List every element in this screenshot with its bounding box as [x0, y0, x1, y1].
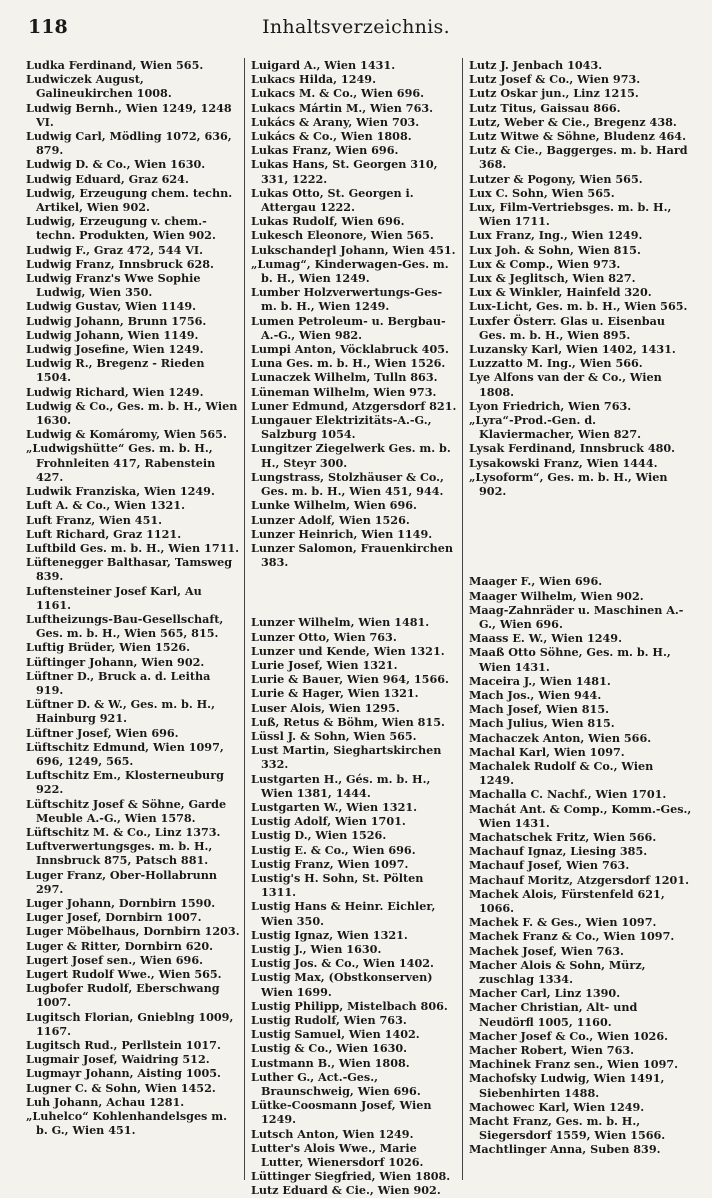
index-entry: Machauf Moritz, Atzgersdorf 1201.	[469, 872, 690, 887]
index-entry: Lysakowski Franz, Wien 1444.	[469, 455, 658, 470]
section-gap	[469, 514, 692, 528]
index-entry: Lukacs Hilda, 1249.	[251, 72, 376, 87]
index-entry: Ludwig Eduard, Graz 624.	[26, 171, 189, 186]
index-entry: Lunzer Wilhelm, Wien 1481.	[251, 615, 430, 630]
index-entry: Lugitsch Florian, Gnieblng 1009, 1167.	[26, 1009, 234, 1038]
index-entry: Ludwig Johann, Brunn 1756.	[26, 313, 207, 328]
index-entry: Luft A. & Co., Wien 1321.	[26, 498, 185, 513]
index-entry: Ludwig Johann, Wien 1149.	[26, 327, 199, 342]
index-entry: Ludwig Richard, Wien 1249.	[26, 384, 204, 399]
index-entry: Lutz & Cie., Baggerges. m. b. Hard 368.	[469, 143, 688, 172]
index-entry: Lye Alfons van der & Co., Wien 1808.	[469, 370, 662, 399]
index-entry: Lux & Jeglitsch, Wien 827.	[469, 271, 636, 286]
index-entry: Lukas Franz, Wien 696.	[251, 143, 399, 158]
index-entry: Maaß Otto Söhne, Ges. m. b. H., Wien 1431.	[469, 645, 671, 674]
index-entry: Ludwig D. & Co., Wien 1630.	[26, 157, 206, 172]
index-entry: Machalek Rudolf & Co., Wien 1249.	[469, 758, 654, 788]
index-entry: Macher Alois & Sohn, Mürz, zuschlag 1334.	[469, 957, 646, 986]
index-entry: Lux & Comp., Wien 973.	[469, 256, 621, 271]
index-entry: „Lumag“, Kinderwagen-Ges. m. b. H., Wien 1249.	[251, 256, 449, 286]
index-entry: Ludwig Bernh., Wien 1249, 1248 VI.	[26, 100, 232, 129]
index-entry: Machauf Ignaz, Liesing 385.	[469, 844, 648, 859]
index-entry: Lustig E. & Co., Wien 696.	[251, 842, 416, 857]
index-entry: Lüftschitz M. & Co., Linz 1373.	[26, 824, 221, 839]
index-entry: Lüftenegger Balthasar, Tamsweg 839.	[26, 555, 233, 584]
index-entry: Machek Franz & Co., Wien 1097.	[469, 929, 675, 944]
index-entry: Lustmann B., Wien 1808.	[251, 1055, 410, 1070]
index-entry: Machát Ant. & Comp., Komm.-Ges., Wien 1431.	[469, 801, 692, 830]
index-entry: Lux C. Sohn, Wien 565.	[469, 185, 615, 200]
index-entry: Maager Wilhelm, Wien 902.	[469, 588, 644, 603]
index-entry: Lukschandeɼl Johann, Wien 451.	[251, 242, 456, 257]
index-columns	[24, 58, 696, 1198]
index-entry: Lunke Wilhelm, Wien 696.	[251, 498, 417, 513]
index-entry: Mach Jos., Wien 944.	[469, 687, 602, 702]
index-entry: Lutter's Alois Wwe., Marie Lutter, Wienersdorf 1026.	[251, 1140, 424, 1170]
index-entry: Lungauer Elektrizitäts-A.-G., Salzburg 1054.	[251, 413, 432, 442]
index-entry: Lutz Titus, Gaissau 866.	[469, 100, 621, 115]
index-entry: Lugert Rudolf Wwe., Wien 565.	[26, 967, 222, 981]
index-entry: Lyon Friedrich, Wien 763.	[469, 398, 632, 413]
index-entry: Ludwig Josefine, Wien 1249.	[26, 342, 204, 357]
index-entry: Ludwig Gustav, Wien 1149.	[26, 299, 196, 314]
index-entry: Luftverwertungsges. m. b. H., Innsbruck 875, Patsch 881.	[26, 839, 213, 868]
index-entry: Lunzer Otto, Wien 763.	[251, 629, 397, 644]
index-entry: Machek Alois, Fürstenfeld 621, 1066.	[469, 886, 665, 915]
index-entry: Macher Christian, Alt- und Neudörfl 1005, 1160.	[469, 1000, 638, 1029]
index-entry: Lugmair Josef, Waidring 512.	[26, 1052, 210, 1067]
index-entry: Lutz Josef & Co., Wien 973.	[469, 72, 641, 87]
index-entry: Lunzer Adolf, Wien 1526.	[251, 512, 410, 527]
index-entry: Maager F., Wien 696.	[469, 574, 603, 589]
index-entry: Macht Franz, Ges. m. b. H., Siegersdorf 1559, Wien 1566.	[469, 1114, 666, 1143]
index-entry: Lustig J., Wien 1630.	[251, 941, 382, 956]
index-entry: Lungitzer Ziegelwerk Ges. m. b. H., Steyr 300.	[251, 441, 451, 470]
index-entry: Machauf Josef, Wien 763.	[469, 858, 630, 873]
index-entry: Lutz Eduard & Cie., Wien 902.	[251, 1183, 441, 1198]
page-header	[28, 16, 684, 44]
index-entry: Mach Julius, Wien 815.	[469, 716, 615, 731]
index-entry: Lumber Holzverwertungs-Ges- m. b. H., Wien 1249.	[251, 285, 443, 314]
index-entry: Machinek Franz sen., Wien 1097.	[469, 1057, 679, 1072]
index-entry: Lustig Max, (Obstkonserven) Wien 1699.	[251, 970, 433, 999]
index-entry: Machaczek Anton, Wien 566.	[469, 730, 652, 745]
index-entry: Lysak Ferdinand, Innsbruck 480.	[469, 441, 676, 456]
index-entry: Luger & Ritter, Dornbirn 620.	[26, 938, 214, 953]
index-entry: Lustgarten H., Gés. m. b. H., Wien 1381, 1444.	[251, 771, 431, 800]
index-entry: Lust Martin, Sieghartskirchen 332.	[251, 743, 442, 772]
index-entry: Luner Edmund, Atzgersdorf 821.	[251, 398, 457, 413]
index-entry: Luigard A., Wien 1431.	[251, 58, 396, 72]
page-title: Inhaltsverzeichnis.	[262, 16, 450, 38]
index-entry: Luger Johann, Dornbirn 1590.	[26, 895, 216, 910]
index-entry: Lurie & Bauer, Wien 964, 1566.	[251, 672, 449, 687]
index-entry: Lux-Licht, Ges. m. b. H., Wien 565.	[469, 299, 688, 314]
index-entry: Ludwig & Co., Ges. m. b. H., Wien 1630.	[26, 398, 238, 428]
index-entry: Lutsch Anton, Wien 1249.	[251, 1126, 414, 1141]
index-entry: Lüftschitz Edmund, Wien 1097, 696, 1249, 565.	[26, 739, 224, 768]
index-entry: Lukas Otto, St. Georgen i. Attergau 1222.	[251, 185, 414, 215]
index-entry: Luftig Brüder, Wien 1526.	[26, 640, 191, 655]
index-entry: Lutz J. Jenbach 1043.	[469, 58, 603, 72]
index-entry: Luger Möbelhaus, Dornbirn 1203.	[26, 924, 240, 939]
index-entry: Macher Josef & Co., Wien 1026.	[469, 1028, 669, 1043]
index-entry: Ludwig Carl, Mödling 1072, 636, 879.	[26, 129, 232, 158]
index-entry: Ludwig Franz's Wwe Sophie Ludwig, Wien 350.	[26, 271, 201, 300]
index-entry: Lukacs Mártin M., Wien 763.	[251, 100, 434, 115]
index-entry: Lurie Josef, Wien 1321.	[251, 657, 398, 672]
page-number: 118	[28, 16, 68, 38]
index-entry: Luger Franz, Ober-Hollabrunn 297.	[26, 867, 218, 896]
index-entry: Lüftner D. & W., Ges. m. b. H., Hainburg 921.	[26, 697, 215, 726]
index-entry: Lunzer Heinrich, Wien 1149.	[251, 526, 433, 541]
index-entry: Ludwiczek August, Galineukirchen 1008.	[26, 72, 172, 101]
index-entry: Lüftner D., Bruck a. d. Leitha 919.	[26, 668, 211, 697]
index-entry: Maag-Zahnräder u. Maschinen A.-G., Wien 696.	[469, 602, 684, 631]
index-entry: Lutz, Weber & Cie., Bregenz 438.	[469, 114, 677, 129]
index-entry: Ludwig & Komáromy, Wien 565.	[26, 427, 227, 442]
index-entry: Ludwig Franz, Innsbruck 628.	[26, 256, 214, 271]
index-entry: Lustig Jos. & Co., Wien 1402.	[251, 956, 434, 971]
index-entry: Lugitsch Rud., Perllstein 1017.	[26, 1038, 221, 1053]
index-entry: Luther G., Act.-Ges., Braunschweig, Wien 696.	[251, 1069, 421, 1099]
section-gap	[251, 585, 458, 599]
index-column-3	[462, 58, 696, 1180]
index-entry: Lumen Petroleum- u. Bergbau-A.-G., Wien 982.	[251, 313, 446, 342]
index-entry: Machalla C. Nachf., Wien 1701.	[469, 787, 667, 802]
index-entry: Luxfer Österr. Glas u. Eisenbau Ges. m. b. H., Wien 895.	[469, 313, 665, 342]
index-entry: Luft Franz, Wien 451.	[26, 512, 163, 527]
index-entry: Lustig's H. Sohn, St. Pölten 1311.	[251, 870, 424, 900]
index-entry: Machek Josef, Wien 763.	[469, 943, 624, 958]
index-entry: Lüftschitz Josef & Söhne, Garde Meuble A.-G., Wien 1578.	[26, 796, 227, 825]
index-entry: Luftheizungs-Bau-Gesellschaft, Ges. m. b. H., Wien 565, 815.	[26, 611, 224, 641]
index-entry: Lutz Witwe & Söhne, Bludenz 464.	[469, 129, 686, 144]
index-column-2	[244, 58, 462, 1198]
index-entry: Lunaczek Wilhelm, Tulln 863.	[251, 370, 438, 385]
index-entry: Lustgarten W., Wien 1321.	[251, 799, 418, 814]
index-entry: Luftensteiner Josef Karl, Au 1161.	[26, 583, 202, 612]
index-entry: Lumpi Anton, Vöcklabruck 405.	[251, 342, 449, 357]
index-entry: Lukacs M. & Co., Wien 696.	[251, 86, 425, 101]
index-entry: Maass E. W., Wien 1249.	[469, 631, 622, 646]
index-entry: Lustig & Co., Wien 1630.	[251, 1041, 408, 1056]
index-entry: Lugbofer Rudolf, Eberschwang 1007.	[26, 981, 220, 1010]
index-entry: Lux & Winkler, Hainfeld 320.	[469, 285, 652, 300]
index-entry: Macher Carl, Linz 1390.	[469, 986, 621, 1001]
index-entry: Lukács & Arany, Wien 703.	[251, 114, 420, 129]
index-entry: Luna Ges. m. b. H., Wien 1526.	[251, 356, 446, 371]
index-entry: Ludwig F., Graz 472, 544 VI.	[26, 242, 204, 257]
index-entry: Ludwig, Erzeugung chem. techn. Artikel, Wien 902.	[26, 185, 233, 215]
index-entry: Lukas Rudolf, Wien 696.	[251, 214, 405, 229]
index-entry: Lüftinger Johann, Wien 902.	[26, 654, 205, 669]
index-entry: Luser Alois, Wien 1295.	[251, 700, 400, 715]
index-entry: Luftschitz Em., Klosterneuburg 922.	[26, 768, 224, 797]
index-entry: Lux, Film-Vertriebsges. m. b. H., Wien 1711.	[469, 200, 672, 229]
index-entry: Lugner C. & Sohn, Wien 1452.	[26, 1080, 216, 1095]
index-entry: Lüttinger Siegfried, Wien 1808.	[251, 1169, 451, 1184]
index-entry: Lüssl J. & Sohn, Wien 565.	[251, 728, 417, 743]
index-entry: Ludwik Franziska, Wien 1249.	[26, 484, 215, 499]
index-entry: „Lysoform“, Ges. m. b. H., Wien 902.	[469, 469, 668, 499]
index-entry: Lustig Ignaz, Wien 1321.	[251, 927, 408, 942]
index-entry: Lustig Samuel, Wien 1402.	[251, 1027, 420, 1042]
index-entry: Machtlinger Anna, Suben 839.	[469, 1142, 661, 1157]
index-entry: Ludwig R., Bregenz - Rieden 1504.	[26, 356, 205, 385]
index-entry: Lutz Oskar jun., Linz 1215.	[469, 86, 639, 101]
index-entry: Lustig Franz, Wien 1097.	[251, 856, 409, 871]
index-entry: „Lyra“-Prod.-Gen. d. Klaviermacher, Wien 827.	[469, 413, 642, 442]
index-entry: Lustig D., Wien 1526.	[251, 828, 387, 843]
index-entry: Lütke-Coosmann Josef, Wien 1249.	[251, 1098, 432, 1127]
index-entry: Lungstrass, Stolzhäuser & Co., Ges. m. b. H., Wien 451, 944.	[251, 469, 444, 499]
index-entry: Ludwig, Erzeugung v. chem.-techn. Produkten, Wien 902.	[26, 214, 216, 243]
index-entry: „Luhelco“ Kohlenhandelsges m. b. G., Wien 451.	[26, 1109, 227, 1138]
index-column-1	[24, 58, 244, 1180]
index-entry: Lukas Hans, St. Georgen 310, 331, 1222.	[251, 157, 438, 186]
index-entry: Machal Karl, Wien 1097.	[469, 744, 625, 759]
index-entry: Lunzer Salomon, Frauenkirchen 383.	[251, 540, 454, 570]
index-entry: Lux Joh. & Sohn, Wien 815.	[469, 242, 641, 257]
index-entry: Luftbild Ges. m. b. H., Wien 1711.	[26, 540, 240, 555]
index-entry: „Ludwigshütte“ Ges. m. b. H., Frohnleiten 417, Rabenstein 427.	[26, 441, 216, 484]
index-entry: Mach Josef, Wien 815.	[469, 702, 610, 717]
index-entry: Machofsky Ludwig, Wien 1491, Siebenhirten 1488.	[469, 1071, 665, 1100]
index-entry: Luß, Retus & Böhm, Wien 815.	[251, 714, 445, 729]
index-entry: Macher Robert, Wien 763.	[469, 1043, 635, 1057]
index-entry: Lurie & Hager, Wien 1321.	[251, 686, 419, 701]
index-entry: Luh Johann, Achau 1281.	[26, 1094, 185, 1109]
index-entry: Lustig Philipp, Mistelbach 806.	[251, 998, 448, 1013]
index-entry: Luzzatto M. Ing., Wien 566.	[469, 356, 643, 371]
index-entry: Maceira J., Wien 1481.	[469, 673, 611, 688]
section-gap	[469, 544, 692, 558]
index-entry: Luft Richard, Graz 1121.	[26, 526, 182, 541]
index-entry: Lukács & Co., Wien 1808.	[251, 129, 412, 144]
index-entry: Lustig Adolf, Wien 1701.	[251, 814, 406, 829]
index-entry: Lüneman Wilhelm, Wien 973.	[251, 384, 437, 399]
index-entry: Lunzer und Kende, Wien 1321.	[251, 643, 445, 658]
index-entry: Lugert Josef sen., Wien 696.	[26, 952, 204, 967]
index-entry: Machatschek Fritz, Wien 566.	[469, 829, 657, 844]
index-entry: Lüftner Josef, Wien 696.	[26, 725, 179, 740]
index-entry: Lugmayr Johann, Aisting 1005.	[26, 1066, 221, 1081]
index-entry: Lukesch Eleonore, Wien 565.	[251, 228, 434, 243]
index-entry: Machek F. & Ges., Wien 1097.	[469, 915, 657, 930]
index-entry: Lustig Rudolf, Wien 763.	[251, 1013, 407, 1027]
index-entry: Lustig Hans & Heinr. Eichler, Wien 350.	[251, 899, 436, 928]
index-entry: Machowec Karl, Wien 1249.	[469, 1099, 645, 1114]
index-entry: Luger Josef, Dornbirn 1007.	[26, 910, 202, 925]
index-entry: Luzansky Karl, Wien 1402, 1431.	[469, 342, 676, 357]
index-entry: Lutzer & Pogony, Wien 565.	[469, 171, 643, 186]
index-entry: Lux Franz, Ing., Wien 1249.	[469, 228, 643, 243]
index-entry: Ludka Ferdinand, Wien 565.	[26, 58, 204, 72]
